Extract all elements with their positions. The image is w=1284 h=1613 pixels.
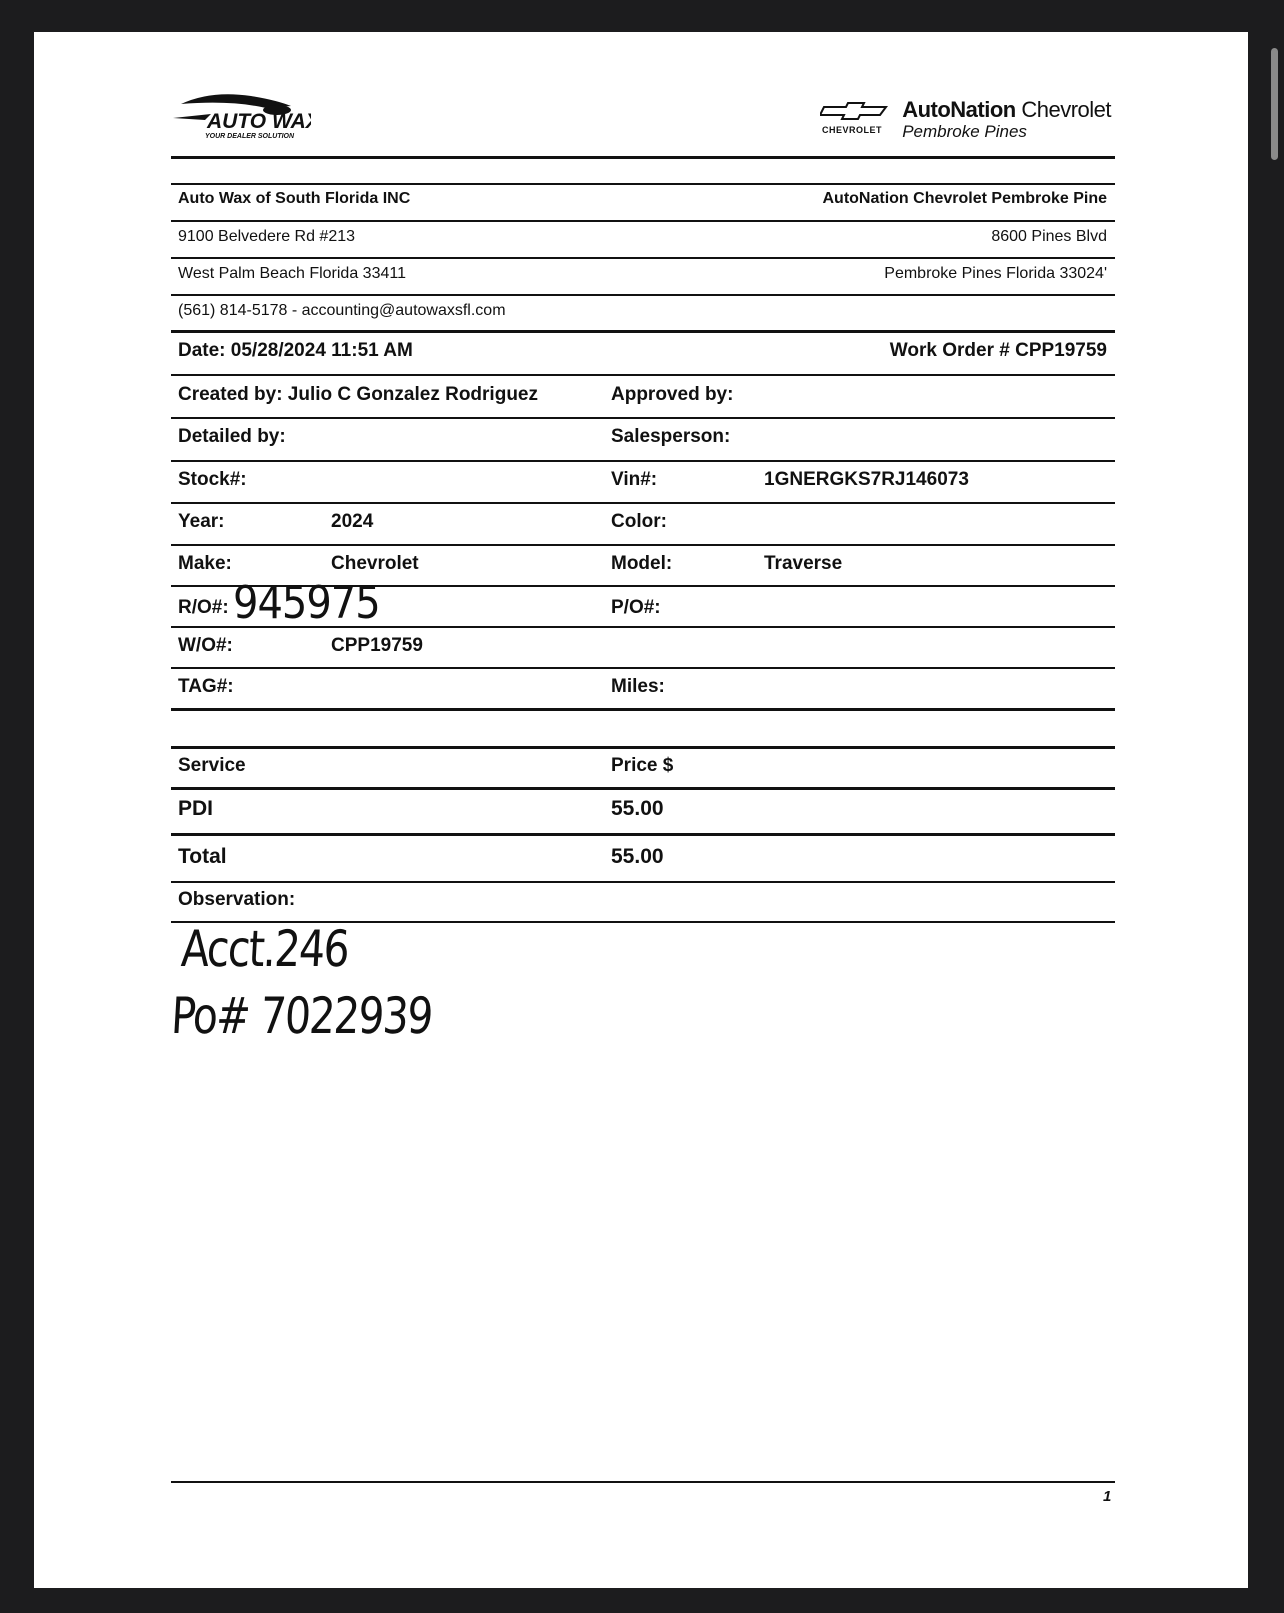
divider: [171, 220, 1115, 222]
price-column-header: Price $: [611, 755, 674, 776]
chevrolet-bowtie-icon: [820, 99, 892, 139]
divider: [171, 257, 1115, 259]
miles-label: Miles:: [611, 676, 665, 697]
ro-label: R/O#:: [178, 597, 229, 618]
company-city: West Palm Beach Florida 33411: [178, 265, 406, 282]
footer-divider: [171, 1481, 1115, 1483]
autonation-make: Chevrolet: [1021, 96, 1111, 122]
divider: [171, 460, 1115, 462]
company-contact: (561) 814-5178 - accounting@autowaxsfl.com: [178, 302, 506, 319]
service-name: PDI: [178, 797, 214, 820]
color-label: Color:: [611, 511, 667, 532]
company-name: Auto Wax of South Florida INC: [178, 190, 411, 207]
divider: [171, 502, 1115, 504]
divider: [171, 156, 1115, 159]
observation-label: Observation:: [178, 889, 296, 910]
chevrolet-wordmark: CHEVROLET: [822, 125, 883, 135]
total-value: 55.00: [611, 845, 664, 868]
model-label: Model:: [611, 553, 673, 574]
stock-label: Stock#:: [178, 469, 247, 490]
wo-label: W/O#:: [178, 635, 233, 656]
logo-text: AUTO WAX: [207, 110, 311, 133]
dealer-name: AutoNation Chevrolet Pembroke Pine: [822, 190, 1107, 207]
tag-label: TAG#:: [178, 676, 234, 697]
divider: [171, 746, 1115, 749]
divider: [171, 183, 1115, 185]
year-label: Year:: [178, 511, 225, 532]
make-label: Make:: [178, 553, 232, 574]
approved-by: Approved by:: [611, 384, 734, 405]
page-number: 1: [1103, 1488, 1112, 1505]
logo-tagline: YOUR DEALER SOLUTION: [205, 133, 295, 140]
year-value: 2024: [331, 511, 374, 532]
divider: [171, 544, 1115, 546]
service-column-header: Service: [178, 755, 246, 776]
model-value: Traverse: [764, 553, 843, 574]
total-label: Total: [178, 845, 227, 868]
vin-label: Vin#:: [611, 469, 658, 490]
divider: [171, 294, 1115, 296]
work-order-number: Work Order # CPP19759: [889, 340, 1107, 361]
company-address: 9100 Belvedere Rd #213: [178, 228, 356, 245]
divider: [171, 833, 1115, 836]
divider: [171, 374, 1115, 376]
dealer-city: Pembroke Pines Florida 33024': [884, 265, 1107, 282]
autonation-brand: AutoNation: [902, 96, 1016, 122]
handwritten-po-note: Po# 7022939: [169, 987, 434, 1045]
service-price: 55.00: [611, 797, 664, 820]
divider: [171, 667, 1115, 669]
vertical-scrollbar[interactable]: [1271, 48, 1278, 160]
detailed-by: Detailed by:: [178, 426, 286, 447]
divider: [171, 708, 1115, 711]
make-value: Chevrolet: [331, 553, 419, 574]
created-by: Created by: Julio C Gonzalez Rodriguez: [178, 384, 538, 405]
dealer-address: 8600 Pines Blvd: [991, 228, 1107, 245]
document-page: [34, 32, 1248, 1588]
divider: [171, 417, 1115, 419]
handwritten-account-note: Acct.246: [179, 920, 350, 978]
divider: [171, 881, 1115, 883]
ro-handwritten-value: 945975: [233, 577, 380, 629]
divider: [171, 330, 1115, 333]
po-label: P/O#:: [611, 597, 661, 618]
divider: [171, 626, 1115, 628]
autonation-location: Pembroke Pines: [902, 121, 1027, 141]
order-date: Date: 05/28/2024 11:51 AM: [178, 340, 413, 361]
wo-value: CPP19759: [331, 635, 423, 656]
divider: [171, 787, 1115, 790]
autonation-logo: [820, 94, 1111, 144]
salesperson: Salesperson:: [611, 426, 731, 447]
auto-wax-logo: [171, 86, 311, 146]
vin-value: 1GNERGKS7RJ146073: [764, 469, 969, 490]
